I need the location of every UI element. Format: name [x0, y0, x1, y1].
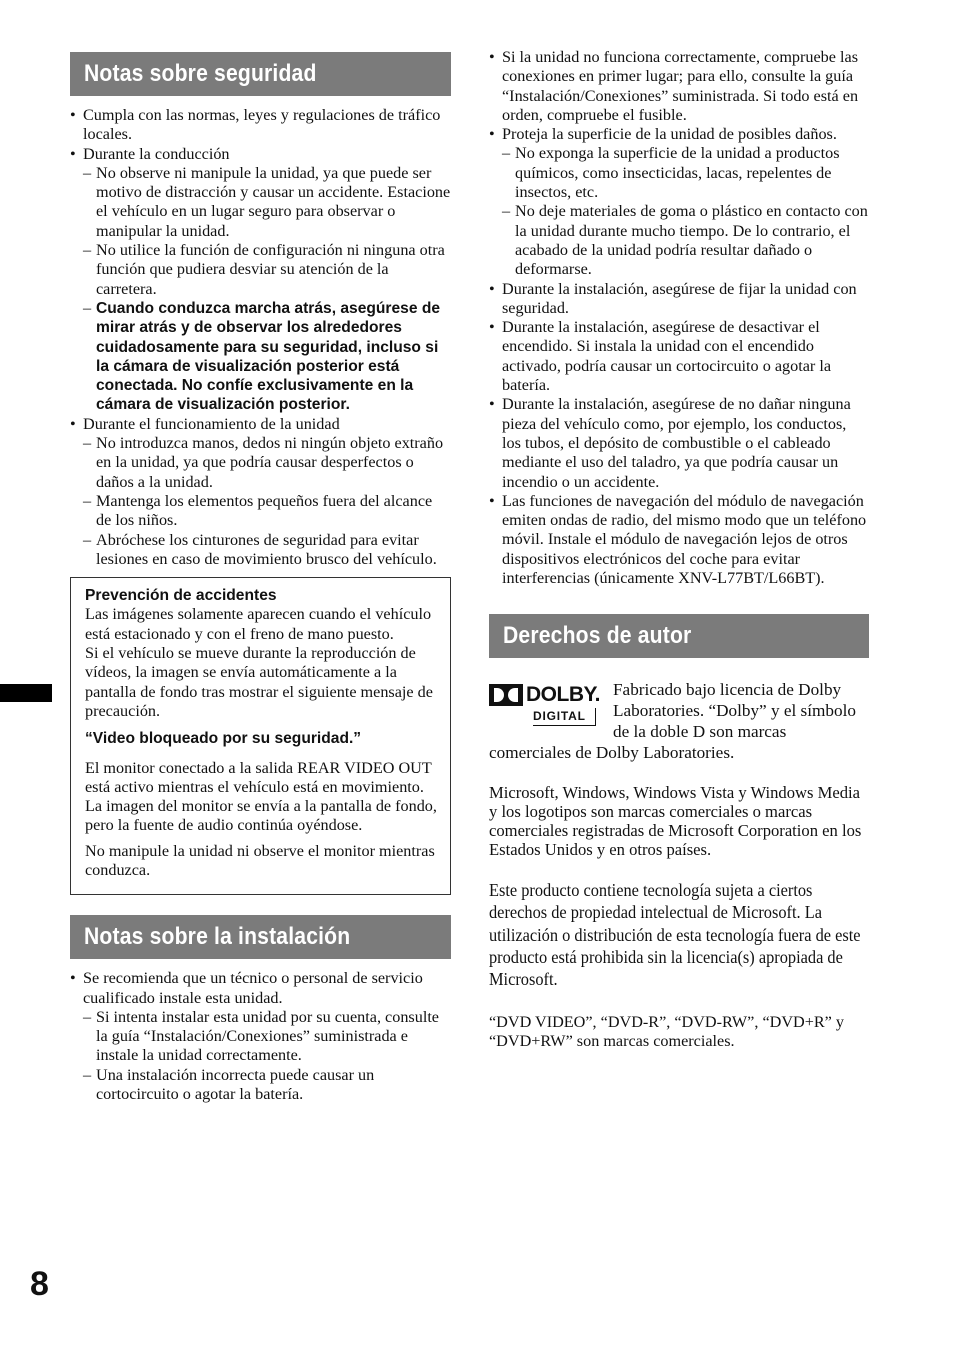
box-paragraph: Las imágenes solamente aparecen cuando el vehículo está estacionado y con el freno de mano puesto. [85, 605, 432, 643]
dvd-trademark-text: “DVD VIDEO”, “DVD-R”, “DVD-RW”, “DVD+R” y “DVD+RW” son marcas comerciales. [489, 1012, 844, 1051]
dolby-block [489, 680, 869, 763]
sub-item: – No observe ni manipule la unidad, ya que puede ser motivo de distracción y causar un accidente. Estacione el vehículo en un lugar seguro para observar o manipular la unidad. [70, 164, 451, 241]
box-paragraph: El monitor conectado a la salida REAR VIDEO OUT está activo mientras el vehículo está en movimiento. [85, 758, 432, 796]
instalacion-list-continued [489, 48, 869, 588]
accident-prevention-box [70, 577, 451, 895]
instalacion-list [70, 969, 451, 1104]
box-title: Prevención de accidentes [85, 587, 277, 605]
list-item: • Durante el funcionamiento de la unidad – No introduzca manos, dedos ni ningún objeto extraño en la unidad, ya que podría causar desperfectos o daños a la unidad. – Mantenga los elementos pequeños fuera del alcance de los niños. – Abróchese los cinturones de seguridad para evitar lesiones en caso de movimiento brusco del vehículo. [70, 415, 451, 569]
box-paragraph: Si el vehículo se mueve durante la reproducción de vídeos, la imagen se envía automáticamente a la pantalla de fondo tras mostrar el siguiente mensaje de precaución. [85, 644, 433, 720]
section-tab-marker [0, 684, 52, 702]
sub-item: – Si intenta instalar esta unidad por su cuenta, consulte la guía “Instalación/Conexiones” suministrada e instale la unidad correctamente. [70, 1008, 451, 1066]
dolby-license-text: Fabricado bajo licencia de Dolby Laboratories. “Dolby” y el símbolo de la doble D son marcas comerciales de Dolby Laboratories. [489, 680, 856, 762]
section-header-seguridad: Notas sobre seguridad [70, 52, 451, 96]
section-header-derechos: Derechos de autor [489, 614, 869, 658]
list-item: • Cumpla con las normas, leyes y regulaciones de tráfico locales. [70, 106, 451, 145]
double-d-icon [489, 684, 523, 706]
list-item: • Si la unidad no funciona correctamente, compruebe las conexiones en primer lugar; para ello, consulte la guía “Instalación/Conexiones” suministrada. Si todo está en orden, compruebe el fusible. [489, 48, 869, 125]
dolby-logo-word: DOLBY. [526, 683, 601, 707]
left-column [70, 0, 451, 1104]
list-item: • Las funciones de navegación del módulo de navegación emiten ondas de radio, del mismo modo que un teléfono móvil. Instale el módulo de navegación lejos de otros dispositivos electrónicos del coche para evitar interferencias (únicamente XNV-L77BT/L66BT). [489, 492, 869, 588]
sub-item: – No introduzca manos, dedos ni ningún objeto extraño en la unidad, ya que podría causar desperfectos o daños a la unidad. [70, 434, 451, 492]
right-column [489, 0, 869, 1051]
microsoft-technology-text: Este producto contiene tecnología sujeta a ciertos derechos de propiedad intelectual de Microsoft. La utilización o distribución de esta tecnología fuera de este producto está prohibida sin la licencia(s) apropiada de Microsoft. [489, 879, 861, 990]
sub-item: – Abróchese los cinturones de seguridad para evitar lesiones en caso de movimiento brusco del vehículo. [70, 531, 451, 570]
box-paragraph: La imagen del monitor se envía a la pantalla de fondo, pero la fuente de audio continúa oyéndose. [85, 797, 437, 835]
microsoft-trademark-text: Microsoft, Windows, Windows Vista y Windows Media y los logotipos son marcas comerciales o marcas comerciales registradas de Microsoft Corporation en los Estados Unidos y en otros países. [489, 782, 862, 860]
sub-item: – No deje materiales de goma o plástico en contacto con la unidad durante mucho tiempo. De lo contrario, el acabado de la unidad podría resultar dañado o deformarse. [489, 202, 869, 279]
list-item: • Durante la instalación, asegúrese de desactivar el encendido. Si instala la unidad con el encendido activado, podría causar un cortocircuito o agotar la batería. [489, 318, 869, 395]
list-item: • Durante la conducción – No observe ni manipule la unidad, ya que puede ser motivo de distracción y causar un accidente. Estacione el vehículo en un lugar seguro para observar o manipular la unidad. – No utilice la función de configuración ni ninguna otra función que pudiera desviar su atención de la carretera. – Cuando conduzca marcha atrás, asegúrese de mirar atrás y de observar los alrededores cuidadosamente para su seguridad, incluso si la cámara de visualización posterior está conectada. No confíe exclusivamente en la cámara de visualización posterior. [70, 145, 451, 415]
list-item: • Proteja la superficie de la unidad de posibles daños. – No exponga la superficie de la unidad a productos químicos, como insecticidas, lacas, repelentes de insectos, etc. – No deje materiales de goma o plástico en contacto con la unidad durante mucho tiempo. De lo contrario, el acabado de la unidad podría resultar dañado o deformarse. [489, 125, 869, 279]
sub-item: – No exponga la superficie de la unidad a productos químicos, como insecticidas, lacas, repelentes de insectos, etc. [489, 144, 869, 202]
dolby-logo-digital: DIGITAL [533, 708, 596, 726]
sub-item: – No utilice la función de configuración ni ninguna otra función que pudiera desviar su atención de la carretera. [70, 241, 451, 299]
sub-item: – Mantenga los elementos pequeños fuera del alcance de los niños. [70, 492, 451, 531]
sub-item: – Una instalación incorrecta puede causar un cortocircuito o agotar la batería. [70, 1066, 451, 1105]
list-item: • Se recomienda que un técnico o personal de servicio cualificado instale esta unidad. – Si intenta instalar esta unidad por su cuenta, consulte la guía “Instalación/Conexiones” suministrada e instale la unidad correctamente. – Una instalación incorrecta puede causar un cortocircuito o agotar la batería. [70, 969, 451, 1104]
box-warning-message: “Video bloqueado por su seguridad.” [85, 730, 362, 748]
section-header-instalacion: Notas sobre la instalación [70, 915, 451, 959]
box-paragraph: No manipule la unidad ni observe el monitor mientras conduzca. [85, 841, 435, 879]
seguridad-list [70, 106, 451, 569]
sub-item-warning: – Cuando conduzca marcha atrás, asegúrese de mirar atrás y de observar los alrededores cuidadosamente para su seguridad, incluso si la cámara de visualización posterior está conectada. No confíe exclusivamente en la cámara de visualización posterior. [70, 299, 451, 415]
page-number: 8 [30, 1265, 49, 1303]
list-item: • Durante la instalación, asegúrese de fijar la unidad con seguridad. [489, 280, 869, 319]
list-item: • Durante la instalación, asegúrese de no dañar ninguna pieza del vehículo como, por ejemplo, los conductos, los tubos, el depósito de combustible o el cableado mediante el uso del taladro, ya que podría causar un incendio o un accidente. [489, 395, 869, 491]
dolby-digital-logo [489, 684, 601, 728]
